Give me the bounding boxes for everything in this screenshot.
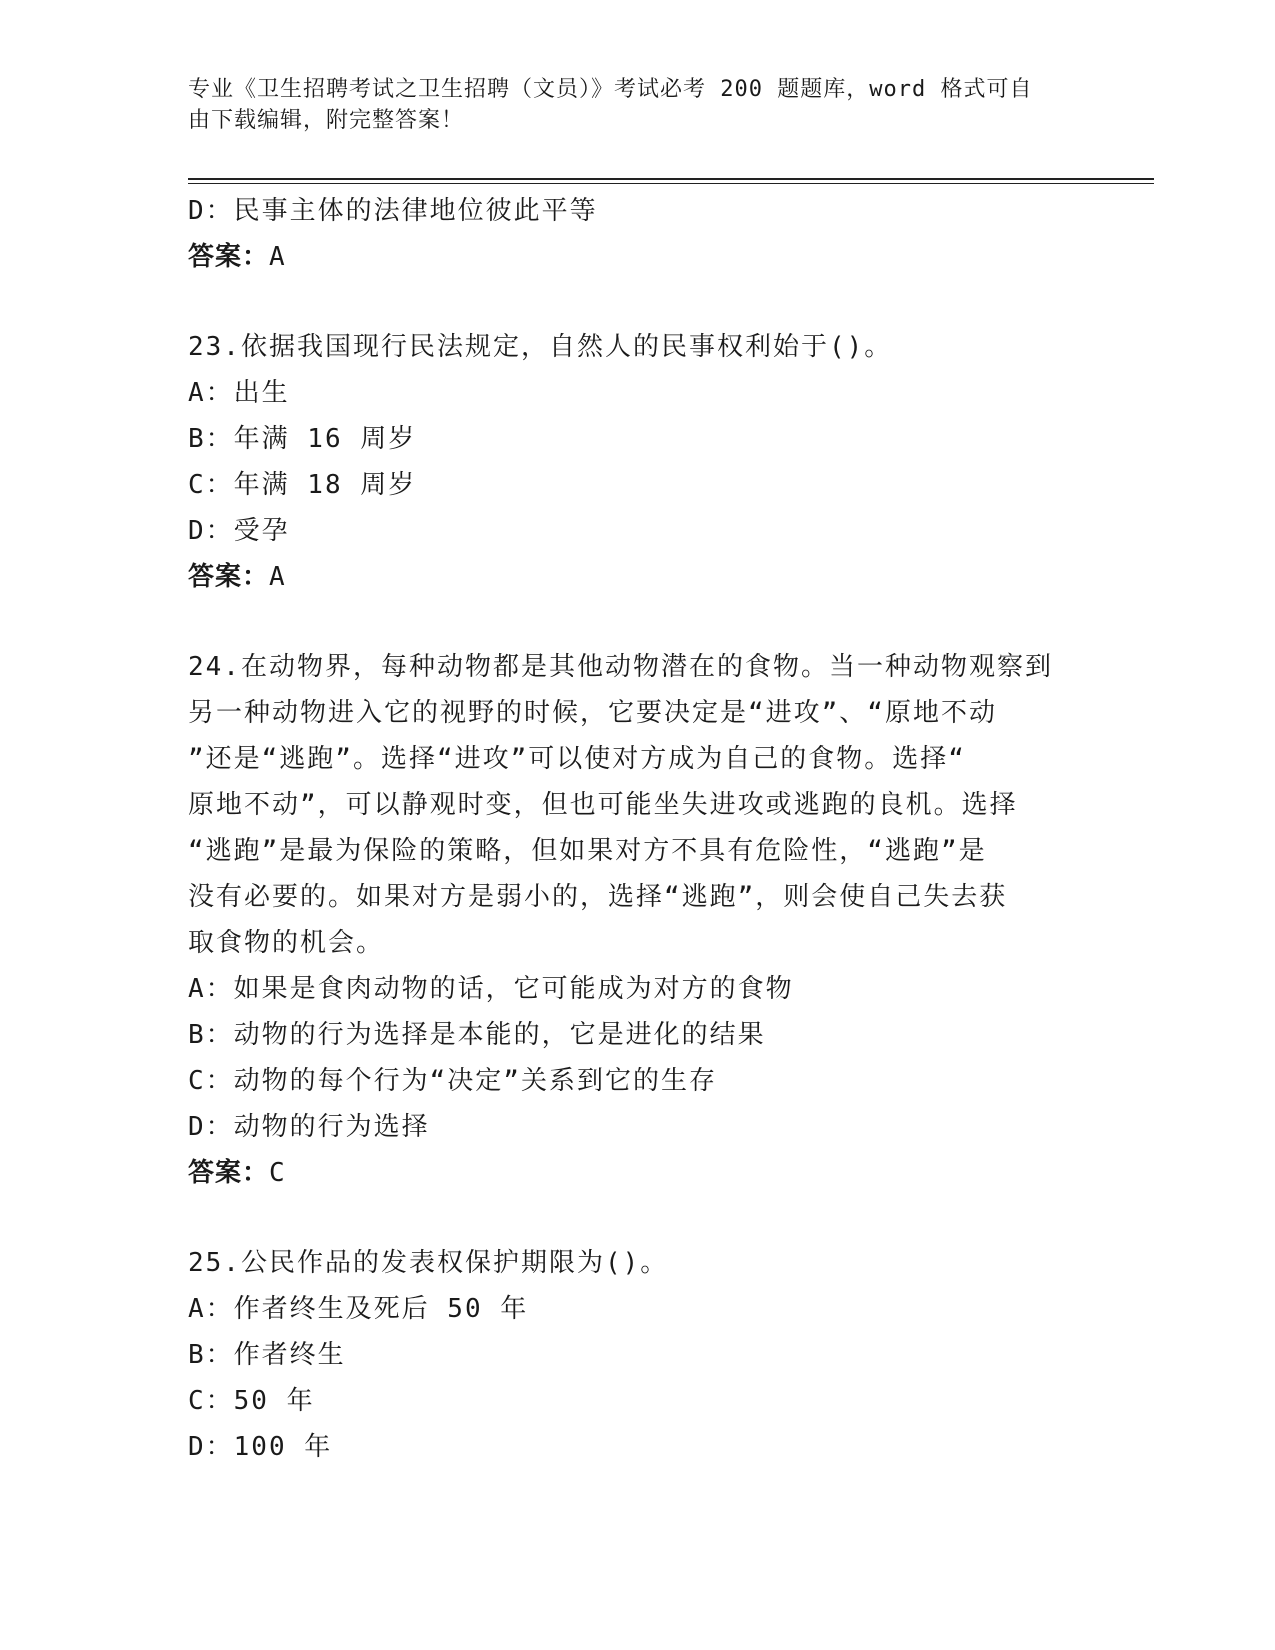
option-a: A：作者终生及死后 50 年 (188, 1294, 529, 1324)
option-b: B：作者终生 (188, 1340, 346, 1370)
option-a: A：出生 (188, 378, 290, 408)
answer-line (188, 1150, 1088, 1196)
answer-label: 答案： (188, 1158, 270, 1188)
header-rule-thick (188, 178, 1154, 180)
answer-line (188, 234, 1088, 280)
question-stem: 25.公民作品的发表权保护期限为()。 (188, 1248, 669, 1278)
option-a: A：如果是食肉动物的话，它可能成为对方的食物 (188, 974, 794, 1004)
stem-line: 原地不动”，可以静观时变，但也可能坐失进攻或逃跑的良机。选择 (188, 790, 1018, 820)
question-25 (188, 1240, 1088, 1470)
stem-line: “逃跑”是最为保险的策略，但如果对方不具有危险性，“逃跑”是 (188, 836, 987, 866)
answer-value: A (269, 562, 286, 592)
stem-line: 没有必要的。如果对方是弱小的，选择“逃跑”，则会使自己失去获 (188, 882, 1008, 912)
document-header (188, 74, 1068, 136)
option-c: C：50 年 (188, 1386, 315, 1416)
option-d: D：100 年 (188, 1432, 333, 1462)
answer-value: A (269, 242, 286, 272)
option-b: B：年满 16 周岁 (188, 424, 417, 454)
answer-label: 答案： (188, 562, 270, 592)
header-line-1: 专业《卫生招聘考试之卫生招聘（文员）》考试必考 200 题题库，word 格式可自 (188, 77, 1033, 102)
question-stem (188, 644, 1088, 966)
question-23 (188, 324, 1088, 600)
option-d: D：民事主体的法律地位彼此平等 (188, 196, 598, 226)
stem-line: 24.在动物界，每种动物都是其他动物潜在的食物。当一种动物观察到 (188, 652, 1053, 682)
question-24 (188, 644, 1088, 1196)
header-line-2: 由下载编辑，附完整答案！ (188, 108, 465, 133)
question-stem: 23.依据我国现行民法规定，自然人的民事权利始于()。 (188, 332, 893, 362)
stem-line: 另一种动物进入它的视野的时候，它要决定是“进攻”、“原地不动 (188, 698, 997, 728)
stem-line: ”还是“逃跑”。选择“进攻”可以使对方成为自己的食物。选择“ (188, 744, 966, 774)
question-22-tail (188, 188, 1088, 280)
document-body (188, 188, 1088, 1470)
stem-line: 取食物的机会。 (188, 928, 385, 958)
answer-line (188, 554, 1088, 600)
header-rule-thin (188, 183, 1154, 184)
answer-value: C (269, 1158, 286, 1188)
option-d: D：受孕 (188, 516, 290, 546)
answer-label: 答案： (188, 242, 270, 272)
option-c: C：动物的每个行为“决定”关系到它的生存 (188, 1066, 717, 1096)
option-d: D：动物的行为选择 (188, 1112, 430, 1142)
option-c: C：年满 18 周岁 (188, 470, 417, 500)
option-b: B：动物的行为选择是本能的，它是进化的结果 (188, 1020, 766, 1050)
